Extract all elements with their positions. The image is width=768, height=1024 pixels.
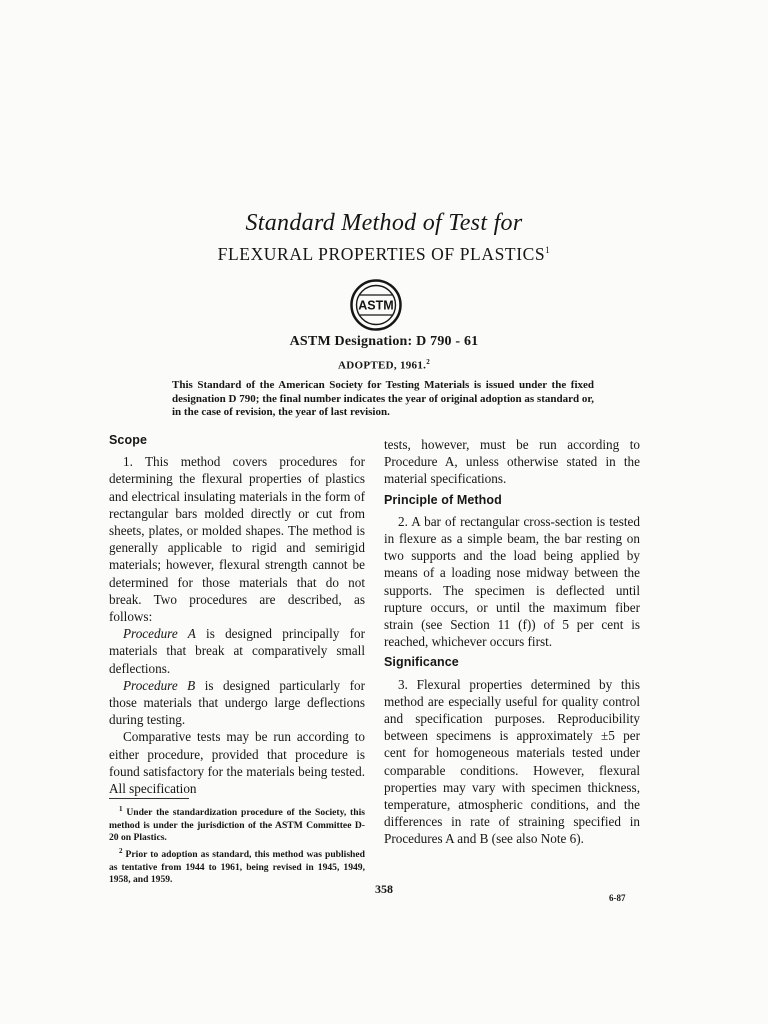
title-footnote-marker: 1 (545, 245, 551, 256)
procedure-a-text: is designed principally for materials that break at comparatively small deflections. (109, 626, 365, 676)
footnote-1 (109, 803, 365, 844)
principle-paragraph: 2. A bar of rectangular cross-section is tested in flexure as a simple beam, the bar resting on two supports and the load being applied by means of a loading nose midway between the supports. The specimen is deflected until rupture occurs, or until the maximum fiber strain (see Section 11 (f)) of 5 per cent is reached, whichever occurs first. (384, 513, 640, 650)
document-title (0, 244, 768, 265)
logo-lettering: ASTM (358, 298, 394, 313)
adopted-footnote-marker: 2 (426, 358, 431, 366)
left-column (109, 432, 365, 797)
adopted-text: ADOPTED, 1961. (337, 359, 427, 372)
document-title-italic: Standard Method of Test for (245, 210, 523, 236)
principle-heading: Principle of Method (384, 492, 502, 507)
procedure-b-text: is designed particularly for those materials that undergo large deflections during testing. (109, 677, 365, 728)
footnote-divider (109, 798, 189, 799)
footnote-2-text: Prior to adoption as standard, this method was published as tentative from 1944 to 1961, being revised in 1945, 1949, 1958, and 1959. (109, 849, 365, 886)
standard-intro-note: This Standard of the American Society for Testing Materials is issued under the fixed designation D 790; the final number indicates the year of original adoption as standard or, in the case of revision, the year of last revision. (172, 379, 594, 418)
comparative-tests-paragraph: Comparative tests may be run according to either procedure, provided that procedure is found satisfactory for the materials being tested. All specification (109, 729, 365, 797)
page-number: 358 (375, 882, 393, 896)
astm-designation: ASTM Designation: D 790 - 61 (289, 334, 479, 349)
procedure-b-paragraph (109, 677, 365, 729)
footnotes (109, 803, 365, 888)
scope-heading: Scope (109, 433, 148, 447)
astm-logo-icon (350, 279, 402, 331)
significance-paragraph: 3. Flexural properties determined by this method are especially useful for quality control and specification purposes. Reproducibility between specimens is approximately ±5 per cent for homogeneous materials tested under comparable conditions. However, flexural properties may vary with specimen thickness, temperature, atmospheric conditions, and the differences in rate of straining specified in Procedures A and B (see also Note 6). (384, 676, 640, 847)
footnote-1-text: Under the standardization procedure of the Society, this method is under the jurisdiction of the ASTM Committee D-20 on Plastics. (109, 807, 365, 843)
footnote-1-marker: 1 (119, 805, 123, 813)
procedure-a-label: Procedure A (123, 626, 196, 642)
procedure-b-label: Procedure B (123, 677, 196, 693)
adopted-line (0, 358, 768, 372)
scope-paragraph: 1. This method covers procedures for determining the flexural properties of plastics and electrical insulating materials in the form of rectangular bars molded directly or cut from sheets, plates, or molded shapes. The method is generally applicable to rigid and semirigid materials; however, flexural strength cannot be determined for those materials that do not break. Two procedures are described, as follows: (109, 454, 365, 625)
document-title-text: FLEXURAL PROPERTIES OF PLASTICS (217, 244, 546, 264)
continuation-paragraph: tests, however, must be run according to Procedure A, unless otherwise stated in the material specifications. (384, 437, 640, 487)
procedure-a-paragraph (109, 625, 365, 677)
page-code: 6-87 (609, 893, 626, 903)
right-column (384, 436, 640, 848)
significance-heading: Significance (384, 655, 459, 670)
footnote-2-marker: 2 (119, 847, 123, 856)
footnote-2 (109, 845, 365, 886)
